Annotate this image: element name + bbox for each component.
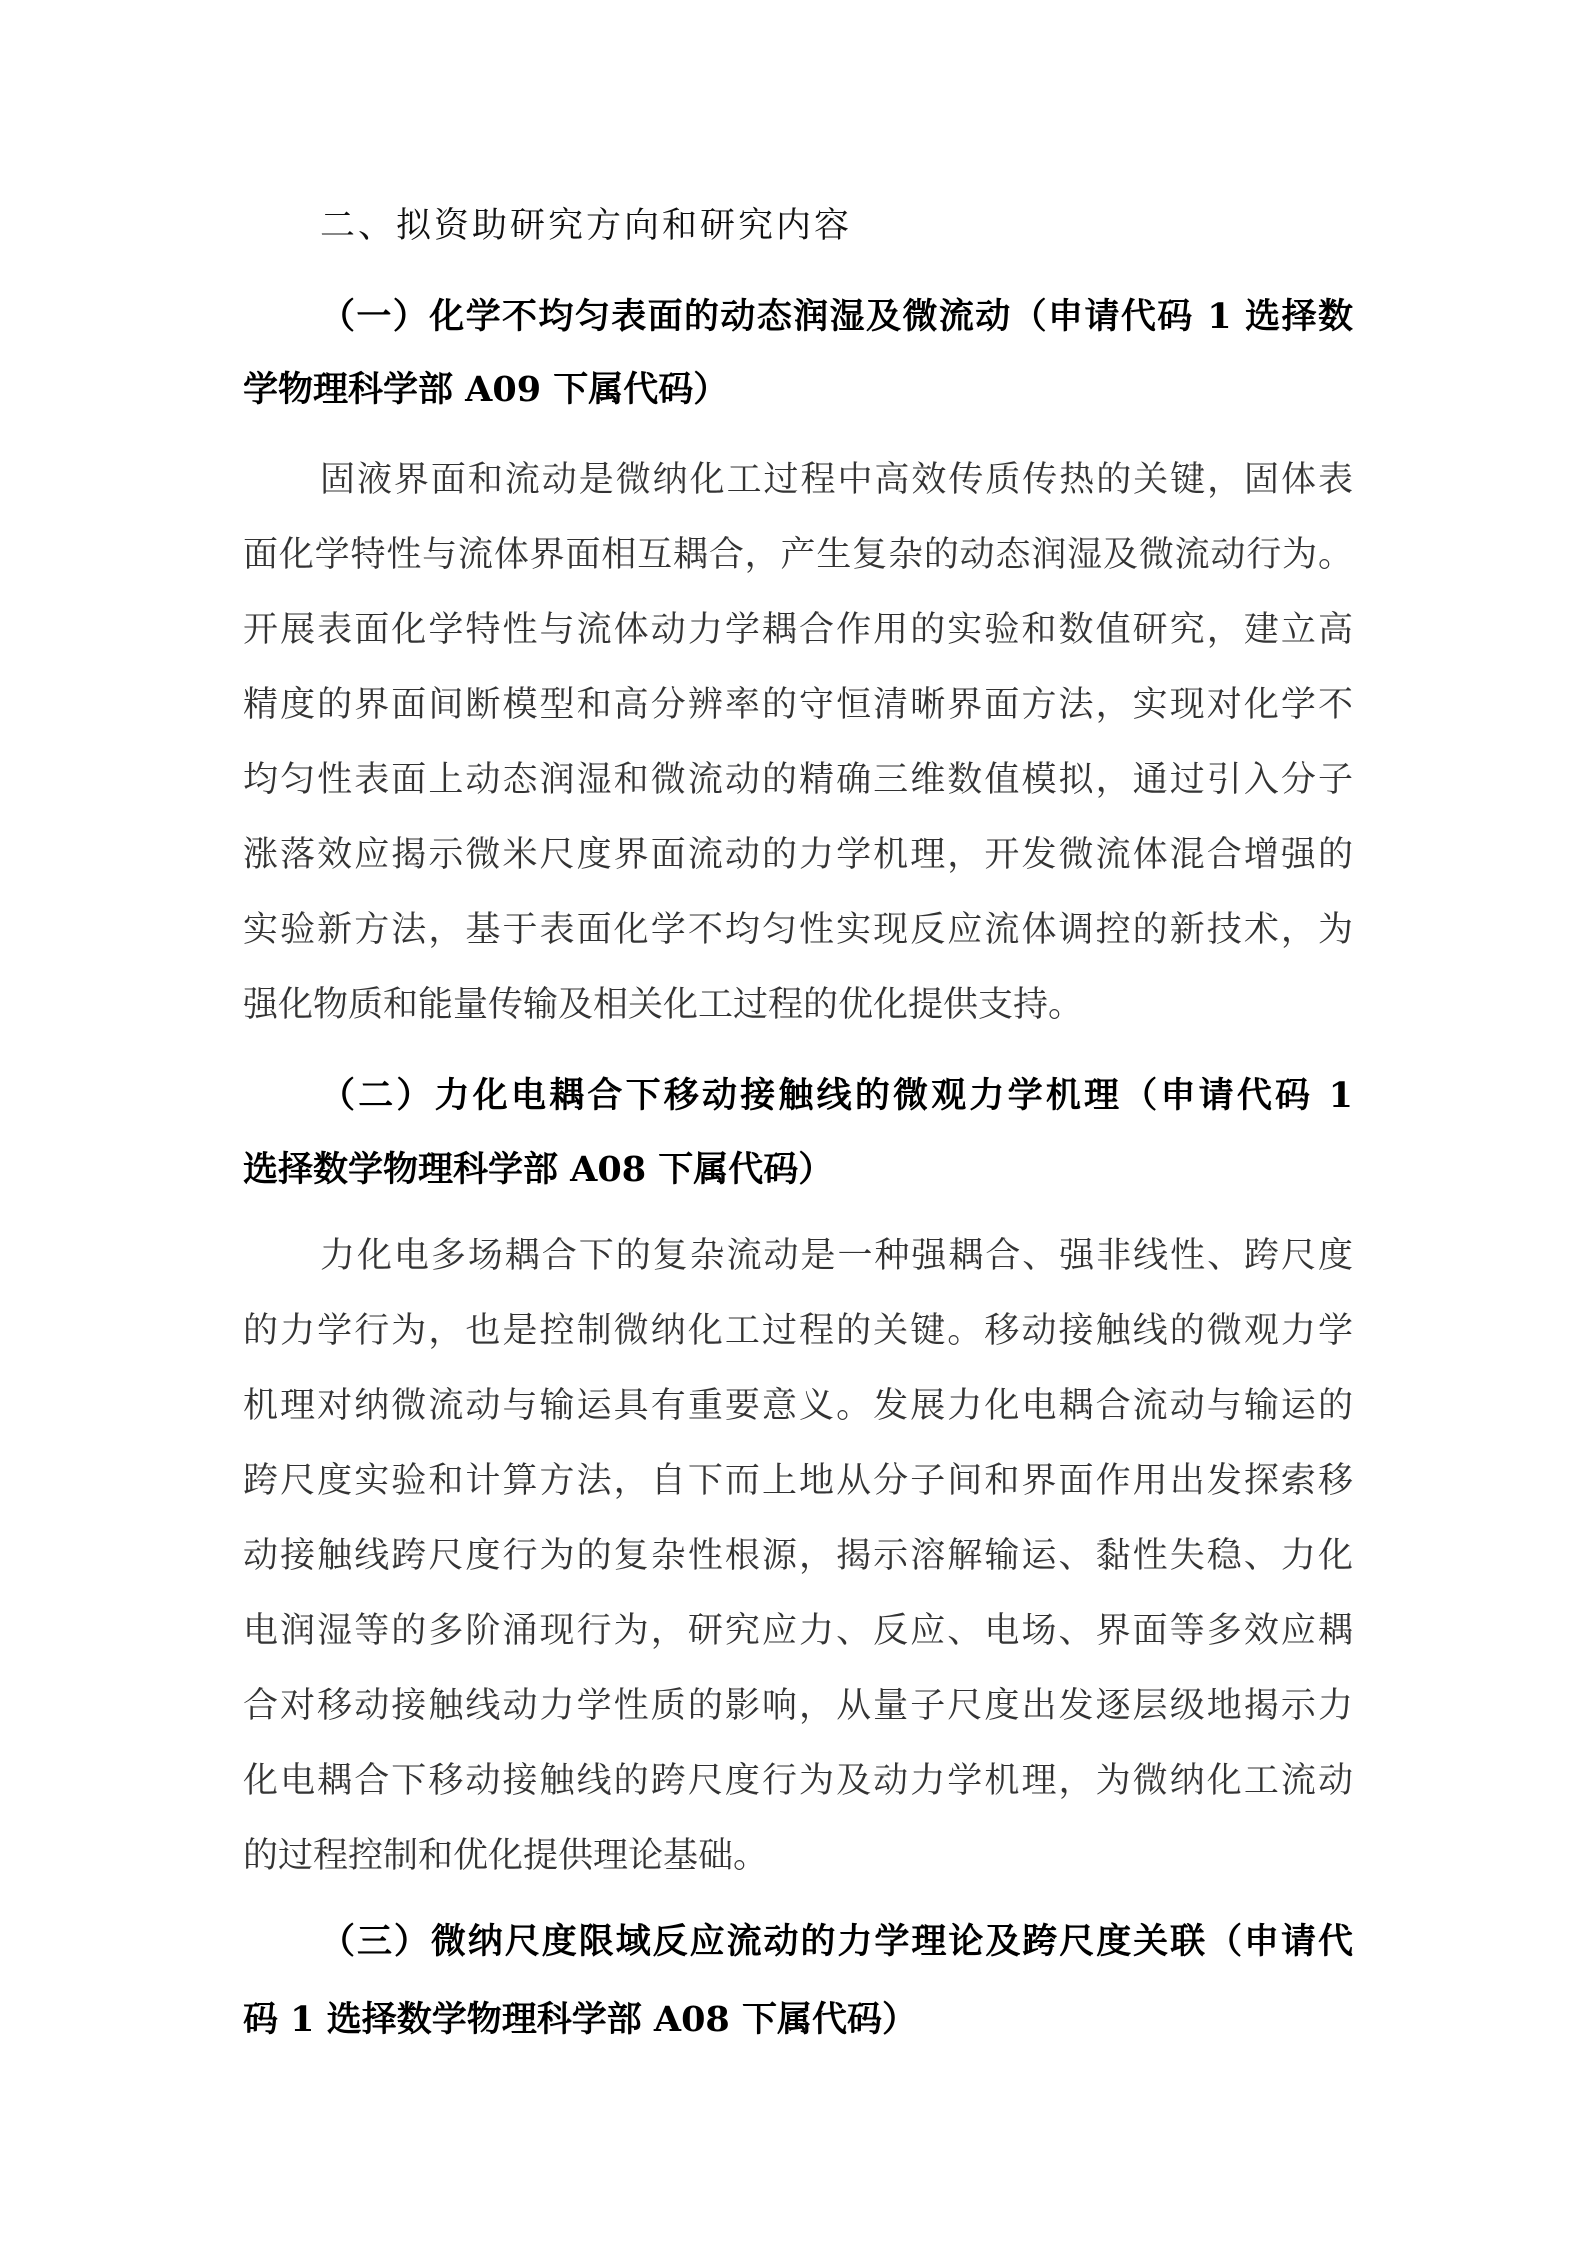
subsection-2-paragraph-line: 合对移动接触线动力学性质的影响，从量子尺度出发逐层级地揭示力 — [243, 1686, 1353, 1726]
subsection-1-paragraph-line: 固液界面和流动是微纳化工过程中高效传质传热的关键，固体表 — [320, 460, 1353, 500]
subsection-2-paragraph-line: 化电耦合下移动接触线的跨尺度行为及动力学机理，为微纳化工流动 — [243, 1761, 1353, 1801]
subsection-2-paragraph-line: 的力学行为，也是控制微纳化工过程的关键。移动接触线的微观力学 — [243, 1311, 1353, 1351]
subsection-2-paragraph-line: 动接触线跨尺度行为的复杂性根源，揭示溶解输运、黏性失稳、力化 — [243, 1536, 1353, 1576]
subsection-3-heading-line-2: 码 1 选择数学物理科学部 A08 下属代码） — [243, 1999, 917, 2040]
subsection-2-paragraph-line: 的过程控制和优化提供理论基础。 — [243, 1836, 769, 1876]
subsection-2-paragraph-line: 机理对纳微流动与输运具有重要意义。发展力化电耦合流动与输运的 — [243, 1386, 1353, 1426]
subsection-2-paragraph-line: 力化电多场耦合下的复杂流动是一种强耦合、强非线性、跨尺度 — [320, 1236, 1353, 1276]
subsection-1-paragraph-line: 面化学特性与流体界面相互耦合，产生复杂的动态润湿及微流动行为。 — [243, 535, 1353, 575]
subsection-2-paragraph-line: 电润湿等的多阶涌现行为，研究应力、反应、电场、界面等多效应耦 — [243, 1611, 1353, 1651]
subsection-1-paragraph-line: 涨落效应揭示微米尺度界面流动的力学机理，开发微流体混合增强的 — [243, 835, 1353, 875]
subsection-1-heading-line-1: （一）化学不均匀表面的动态润湿及微流动（申请代码 1 选择数 — [320, 296, 1353, 337]
subsection-1-paragraph-line: 开展表面化学特性与流体动力学耦合作用的实验和数值研究，建立高 — [243, 610, 1353, 650]
subsection-2-paragraph-line: 跨尺度实验和计算方法，自下而上地从分子间和界面作用出发探索移 — [243, 1461, 1353, 1501]
subsection-1-paragraph-line: 均匀性表面上动态润湿和微流动的精确三维数值模拟，通过引入分子 — [243, 760, 1353, 800]
subsection-1-paragraph-line: 精度的界面间断模型和高分辨率的守恒清晰界面方法，实现对化学不 — [243, 685, 1353, 725]
subsection-1-paragraph-line: 实验新方法，基于表面化学不均匀性实现反应流体调控的新技术，为 — [243, 910, 1353, 950]
section-title: 二、拟资助研究方向和研究内容 — [320, 206, 853, 246]
subsection-2-heading-line-2: 选择数学物理科学部 A08 下属代码） — [243, 1149, 834, 1190]
subsection-1-heading-line-2: 学物理科学部 A09 下属代码） — [243, 369, 729, 410]
subsection-1-paragraph-line: 强化物质和能量传输及相关化工过程的优化提供支持。 — [243, 985, 1084, 1025]
subsection-2-heading-line-1: （二）力化电耦合下移动接触线的微观力学机理（申请代码 1 — [320, 1075, 1353, 1116]
subsection-3-heading-line-1: （三）微纳尺度限域反应流动的力学理论及跨尺度关联（申请代 — [320, 1921, 1353, 1962]
